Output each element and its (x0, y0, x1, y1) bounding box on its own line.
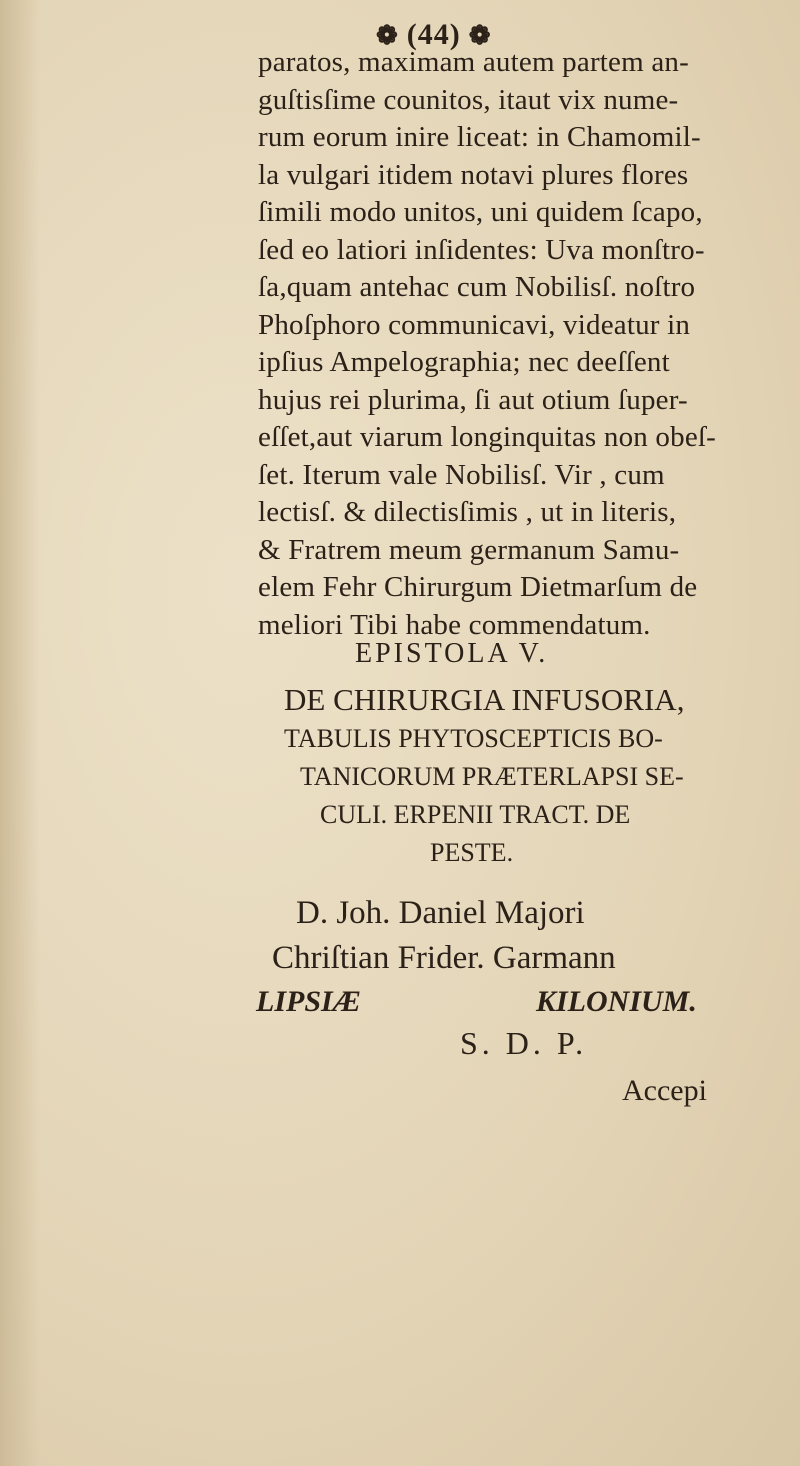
catchword: Accepi (622, 1074, 707, 1107)
title-line: TANICORUM PRÆTERLAPSI SE- (300, 762, 684, 791)
title-line: DE CHIRURGIA INFUSORIA, (284, 682, 685, 717)
text-line: la vulgari itidem notavi plures flores (258, 158, 689, 191)
text-line: & Fratrem meum germanum Samu- (258, 533, 680, 566)
title-line: CULI. ERPENII TRACT. DE (320, 800, 631, 829)
text-line: ſa,quam antehac cum Nobilisſ. noſtro (258, 271, 696, 303)
text-line: guſtisſime counitos, itaut vix nume- (258, 83, 679, 116)
text-line: eſſet,aut viarum longinquitas non obeſ- (258, 421, 717, 453)
gutter-shadow (0, 0, 40, 1466)
text-line: ipſius Ampelographia; nec deeſſent (258, 346, 670, 378)
text-line: ſed eo latiori inſidentes: Uva monſtro- (258, 233, 705, 266)
title-line: PESTE. (430, 838, 514, 867)
text-line: lectisſ. & dilectisſimis , ut in literis, (258, 496, 677, 528)
ornament-icon: ❁ (468, 21, 492, 50)
text-line: hujus rei plurima, ſi aut otium ſuper- (258, 383, 688, 416)
text-line: meliori Tibi habe commendatum. (258, 608, 651, 641)
text-line: Phoſphoro communicavi, videatur in (258, 308, 691, 341)
text-line: rum eorum inire liceat: in Chamomil- (258, 121, 701, 153)
ornament-icon: ❁ (376, 21, 399, 50)
page-number: (44) (406, 18, 461, 51)
title-line: TABULIS PHYTOSCEPTICIS BO- (284, 724, 663, 753)
body-text (258, 44, 788, 644)
letter-title (284, 680, 784, 872)
addressee: D. Joh. Daniel Majori (296, 895, 585, 931)
place-from: LIPSIÆ (256, 985, 361, 1018)
place-to: KILONIUM. (536, 985, 697, 1018)
text-line: elem Fehr Chirurgum Dietmarſum de (258, 571, 698, 603)
text-line: ſimili modo unitos, uni quidem ſcapo, (258, 196, 703, 228)
epistola-heading: EPISTOLA V. (355, 638, 549, 669)
text-line: ſet. Iterum vale Nobilisſ. Vir , cum (258, 458, 665, 491)
text-line: paratos, maximam autem partem an- (258, 46, 689, 78)
salutation: S. D. P. (460, 1025, 588, 1061)
sender: Chriſtian Frider. Garmann (272, 940, 616, 976)
